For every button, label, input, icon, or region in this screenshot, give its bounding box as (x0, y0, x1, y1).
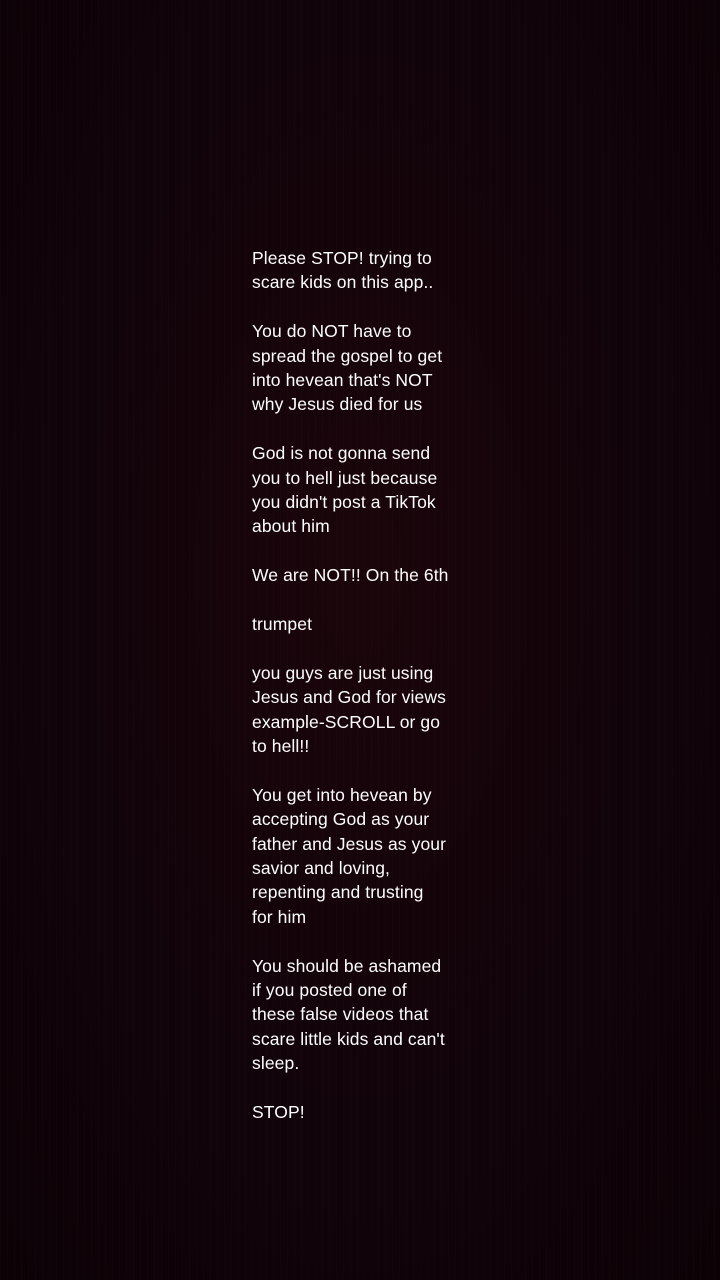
overlay-text-line: you guys are just using Jesus and God for views example-SCROLL or go to hell!! (252, 662, 446, 757)
overlay-text-line: We are NOT!! On the 6th (252, 565, 449, 586)
overlay-text-line: STOP! (252, 1102, 305, 1123)
overlay-text-block (252, 246, 482, 1125)
overlay-text-line: God is not gonna send you to hell just because you didn't post a TikTok about him (252, 443, 438, 537)
overlay-text-line: You should be ashamed if you posted one of these false videos that scare little kids and can't sleep. (252, 955, 445, 1074)
overlay-text-line: You do NOT have to spread the gospel to get into hevean that's NOT why Jesus died for us (252, 321, 443, 415)
overlay-text-line: trumpet (252, 614, 313, 635)
overlay-text-line: Please STOP! trying to scare kids on this app.. (252, 248, 434, 293)
overlay-text-line: You get into hevean by accepting God as your father and Jesus as your savior and loving, repenting and trusting for him (252, 784, 447, 927)
